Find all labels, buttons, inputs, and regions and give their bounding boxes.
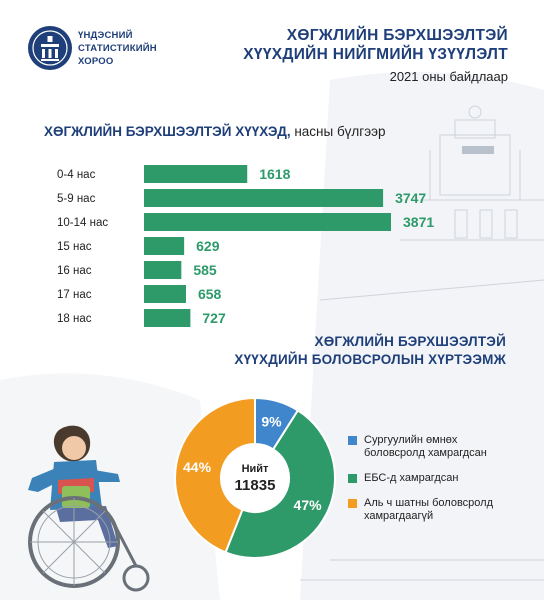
bar-category-label: 17 нас [57,289,92,301]
pie-slice-label: 47% [293,496,322,513]
donut-center-label: Нийт [241,463,269,475]
org-name-line2: СТАТИСТИКИЙН [78,42,157,54]
bar-value-label: 658 [197,286,222,302]
age-bar-chart [0,150,544,330]
page-title-line1: ХӨГЖЛИЙН БЭРХШЭЭЛТЭЙ [286,27,508,44]
bar [144,213,391,231]
page-title-line2: ХҮҮХДИЙН НИЙГМИЙН ҮЗҮҮЛЭЛТ [243,46,508,63]
bar-chart-title [44,124,386,139]
donut-center-value: 11835 [234,477,276,494]
education-donut-chart [170,393,340,563]
bar-category-label: 5-9 нас [57,193,96,205]
legend-item [348,434,493,460]
org-name-line3: ХОРОО [78,55,114,67]
bar-chart-title-rest: насны бүлгээр [290,124,386,139]
legend-item [348,497,493,523]
bar [144,261,181,279]
bar-category-label: 0-4 нас [57,169,96,181]
legend-label: ЕБС-д хамрагдсан [364,472,459,484]
legend-swatch [348,474,357,483]
pie-chart-title-line2: ХҮҮХДИЙН БОЛОВСРОЛЫН ХҮРТЭЭМЖ [234,352,506,367]
bar [144,285,186,303]
bar [144,165,247,183]
bar-category-label: 15 нас [57,241,92,253]
emblem-icon [28,26,72,70]
legend-swatch [348,436,357,445]
wheelchair-illustration [14,420,164,595]
page-subtitle: 2021 оны байдлаар [389,69,508,84]
legend-swatch [348,499,357,508]
bar-category-label: 10-14 нас [57,217,109,229]
bar-chart-title-bold: ХӨГЖЛИЙН БЭРХШЭЭЛТЭЙ ХҮҮХЭД, [44,124,291,139]
bar-value-label: 585 [193,262,217,278]
bar [144,309,190,327]
legend-item [348,472,493,485]
bar-value-label: 3871 [403,214,435,230]
pie-legend [348,434,493,535]
legend-label: Сургуулийн өмнөх боловсролд хамрагдсан [364,434,487,459]
bar [144,189,383,207]
page-title [243,26,508,84]
bar-value-label: 1618 [259,166,291,182]
pie-slice-label: 9% [261,413,282,430]
pie-chart-title [234,333,506,369]
org-logo [28,26,157,70]
pie-chart-title-line1: ХӨГЖЛИЙН БЭРХШЭЭЛТЭЙ [314,334,506,349]
bar-value-label: 727 [202,310,226,326]
pie-slice-label: 44% [183,458,212,475]
bar-value-label: 3747 [395,190,427,206]
bar-category-label: 18 нас [57,313,92,325]
bar [144,237,184,255]
legend-label: Аль ч шатны боловсролд хамрагдаагүй [364,497,493,522]
bar-value-label: 629 [196,238,220,254]
bar-category-label: 16 нас [57,265,92,277]
org-name-line1: ҮНДЭСНИЙ [78,29,133,41]
